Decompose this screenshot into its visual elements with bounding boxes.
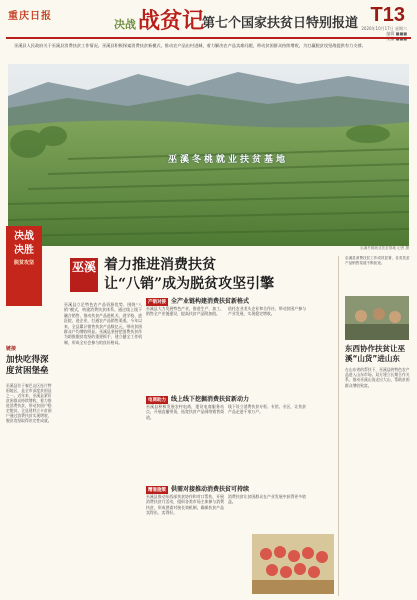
subheading-1-tag: 产销对接 — [148, 299, 166, 305]
main-headline — [104, 256, 334, 294]
lead-paragraph: 巫溪县人民政府关于巫溪县消费扶贫工作情况。巫溪县积极探索消费扶贫新模式，推动农产品出村进城，着力解决农产品卖难问题，带动贫困群众持续增收，为打赢脱贫攻坚战提供有力支撑。 — [14, 43, 366, 48]
article-column-3c: 消费扶贫让贫困群众在产业发展中获得更多收益。 — [228, 494, 306, 505]
badge-line-2: 决胜 — [14, 245, 34, 256]
subheading-3-tag: 精准施策 — [148, 487, 166, 493]
date-line: 2020年10月17日 星期六 — [361, 26, 407, 31]
series-badge — [6, 226, 42, 306]
subheading-2-tag: 电商助力 — [148, 397, 166, 403]
right-top-text: 巫溪县消费扶贫工作成效显著，各类扶贫产品销售渠道不断拓宽。 — [345, 256, 410, 265]
subheading-3 — [146, 484, 326, 494]
header-rule — [6, 37, 411, 39]
article-column-3b: 线下设立消费扶贫专柜、专馆、专区，让扶贫产品走进千家万户。 — [228, 404, 306, 415]
fruit-crate-image — [252, 534, 334, 594]
masthead — [6, 4, 411, 38]
side-body-text: 巫溪县位于秦巴山区连片特困地区，是全市深度贫困县之一。近年来，巫溪县紧盯贫困群众持续增收，着力推进消费扶贫，带动贫困户稳定脱贫。全县建档立卡贫困户通过消费扶贫实现增收，脱贫攻坚取得决定性成就。 — [6, 383, 52, 423]
editor-line: 编辑 ■■■ — [386, 31, 407, 36]
article-column-1: 巫溪县立足特色农产品资源优势，围绕“八销”模式，构建消费扶贫体系。通过线上线下融合销售，推动扶贫产品进机关、进学校、进医院、进企业，打通农产品销售渠道。今年以来，全县累计销售扶贫产品数亿元，带动贫困群众户均增收明显。巫溪县坚持把消费扶贫作为助推脱贫攻坚的重要抓手，建立健全工作机制，形成全社会参与的良好格局。 — [64, 302, 142, 345]
photo-banner: 巫溪冬桃就业扶贫基地 — [167, 155, 288, 165]
newspaper-logo: 重庆日报 — [8, 11, 52, 22]
page-number: T13 — [370, 4, 405, 26]
article-column-2: 巫溪县大力发展特色产业，推进生产、加工、销售全产业链建设，提高扶贫产品附加值。 — [146, 306, 224, 317]
right-photo — [345, 296, 409, 340]
side-headline: 加快吃得深度贫困堡垒 — [6, 355, 49, 376]
article-column-2b: 巫溪县积极发展农村电商，建设电商服务站点，开展直播带货，拓宽扶贫产品网络销售渠道。 — [146, 404, 224, 420]
subheading-1-text: 全产业链构建消费扶贫新格式 — [171, 298, 250, 305]
subheading-3-text: 供需对接推动消费扶贫可持续 — [171, 486, 250, 493]
photo-caption: 巫溪冬桃就业扶贫基地 记者 摄 — [359, 246, 409, 250]
series-title — [114, 4, 204, 35]
article-column-2c: 巫溪县推动东西部扶贫协作和对口帮扶，开展消费扶贫月活动，组织各类市场主体参与消费扶贫，形成供需对接长效机制，确保扶贫产品卖得出、卖得好。 — [146, 494, 224, 516]
right-headline: 东西协作扶贫让巫溪“山货”进山东 — [345, 344, 405, 363]
region-tag: 巫溪 — [70, 258, 98, 292]
badge-subtitle: 脱贫攻坚 — [13, 260, 34, 266]
subheading-2-text: 线上线下挖掘消费扶贫新动力 — [171, 396, 250, 403]
column-divider — [338, 256, 339, 596]
main-headline-line-2: 让“八销”成为脱贫攻坚引擎 — [104, 276, 275, 292]
series-prefix: 决战 — [114, 18, 136, 31]
main-headline-line-1: 着力推进消费扶贫 — [104, 257, 216, 273]
subheading-2 — [146, 394, 326, 404]
produce-photo — [252, 534, 334, 594]
side-kicker: 链接 — [6, 346, 17, 352]
report-title: 第七个国家扶贫日特别报道 — [202, 16, 359, 31]
landscape-photo — [8, 64, 409, 246]
right-body-text: 在山东省的帮扶下，巫溪县的特色农产品进入山东市场。双方建立长期合作关系，推动巫溪山货走出大山，帮助贫困群众增收致富。 — [345, 367, 410, 388]
article-column-3: 依托农业龙头企业和合作社，带动贫困户参与产业发展，实现稳定增收。 — [228, 306, 306, 317]
badge-line-1: 决战 — [14, 231, 34, 242]
series-title-text: 战贫记 — [138, 8, 205, 34]
market-image — [345, 296, 409, 340]
subheading-1 — [146, 296, 326, 306]
